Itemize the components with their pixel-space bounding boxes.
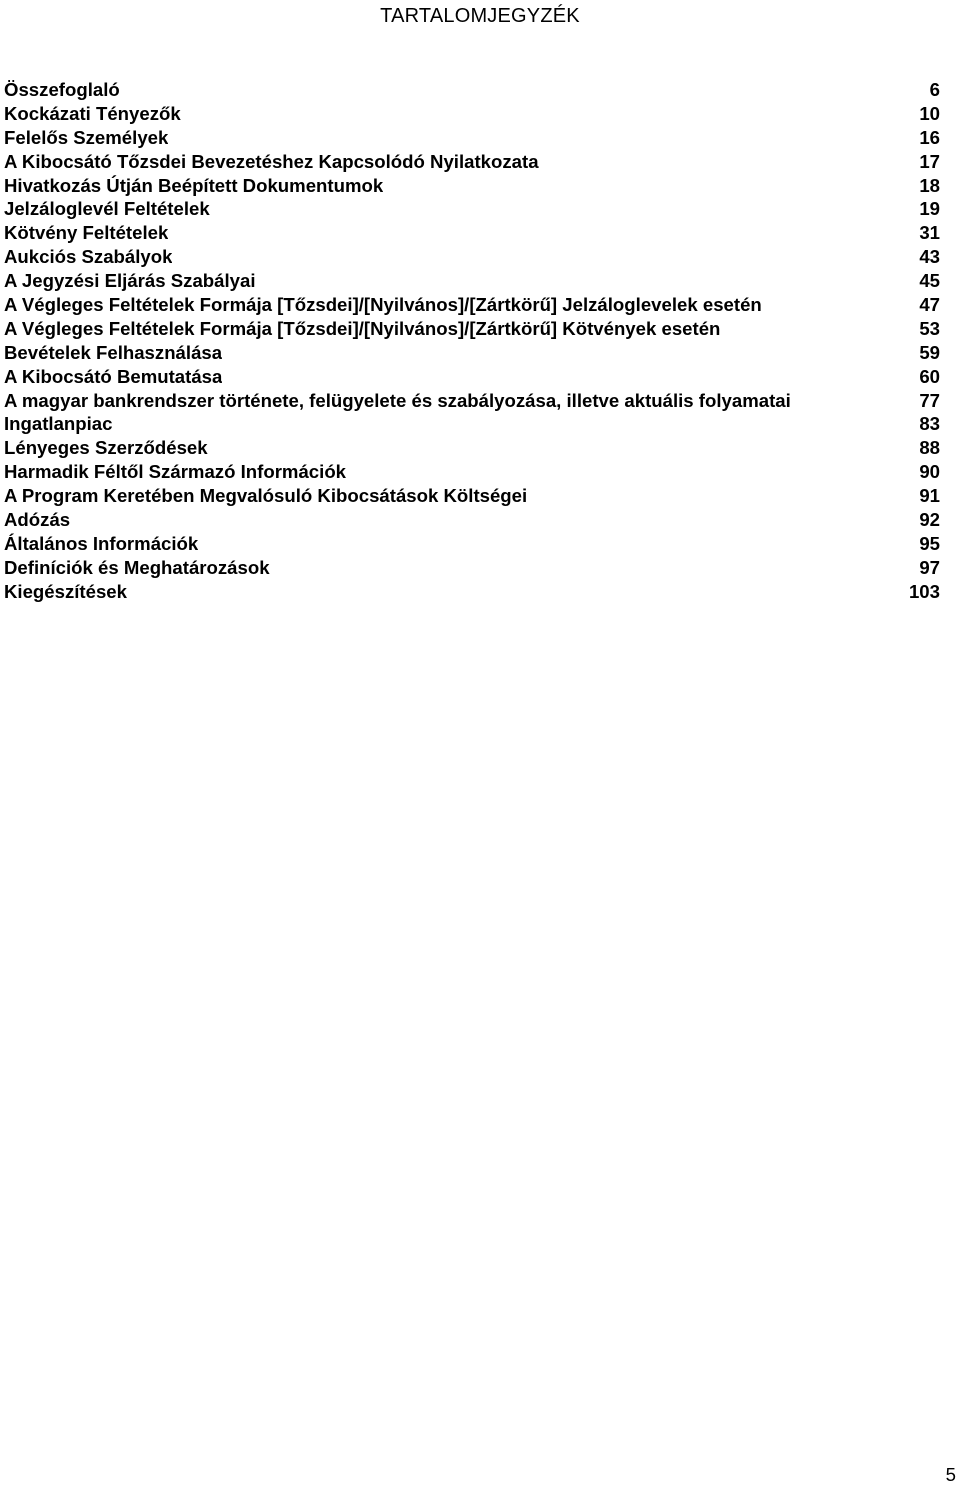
toc-entry-page: 45 — [919, 270, 940, 292]
toc-entry-page: 91 — [919, 485, 940, 507]
page-title: TARTALOMJEGYZÉK — [380, 5, 580, 27]
toc-entry-page: 43 — [919, 246, 940, 268]
toc-entry-page: 17 — [919, 150, 940, 172]
toc-entry-title: Kötvény Feltételek — [4, 222, 169, 244]
toc-entry[interactable] — [4, 269, 940, 293]
toc-entry[interactable] — [4, 197, 940, 221]
toc-entry[interactable] — [4, 532, 940, 556]
toc-entry[interactable] — [4, 460, 940, 484]
toc-entry[interactable] — [4, 389, 940, 413]
toc-entry-title: Összefoglaló — [4, 79, 120, 100]
toc-entry-page: 53 — [919, 317, 940, 339]
toc-entry[interactable] — [4, 221, 940, 245]
toc-entry-title: A Végleges Feltételek Formája [Tőzsdei]/[Nyilvános]/[Zártkörű] Kötvények esetén — [4, 317, 721, 339]
toc-entry-title: A magyar bankrendszer története, felügyelete és szabályozása, illetve aktuális folyamatai — [4, 389, 791, 411]
toc-entry-page: 10 — [919, 102, 940, 124]
toc-entry[interactable] — [4, 484, 940, 508]
page-number: 5 — [945, 1464, 956, 1485]
toc-entry-page: 16 — [919, 126, 940, 148]
toc-entry-title: Lényeges Szerződések — [4, 437, 208, 459]
toc-entry[interactable] — [4, 412, 940, 436]
toc-entry-page: 19 — [919, 198, 940, 220]
toc-entry[interactable] — [4, 126, 940, 150]
toc-entry-page: 95 — [919, 532, 940, 554]
toc-entry-page: 18 — [919, 174, 940, 196]
toc-entry-title: Definíciók és Meghatározások — [4, 556, 270, 578]
toc-entry-title: Adózás — [4, 509, 71, 531]
toc-entry-page: 6 — [929, 79, 940, 100]
toc-entry-page: 31 — [919, 222, 940, 244]
toc-entry-page: 77 — [919, 389, 940, 411]
toc-entry-page: 83 — [919, 413, 940, 435]
toc-entry-page: 97 — [919, 556, 940, 578]
toc-entry-page: 47 — [919, 294, 940, 316]
toc-entry[interactable] — [4, 245, 940, 269]
toc-entry[interactable] — [4, 78, 940, 102]
toc-entry-title: A Kibocsátó Bemutatása — [4, 365, 223, 387]
toc-entry-title: A Kibocsátó Tőzsdei Bevezetéshez Kapcsolódó Nyilatkozata — [4, 150, 539, 172]
toc-entry-page: 59 — [919, 341, 940, 363]
toc-entry-page: 92 — [919, 509, 940, 531]
toc-entry[interactable] — [4, 174, 940, 198]
toc-entry[interactable] — [4, 102, 940, 126]
toc-entry-title: A Jegyzési Eljárás Szabályai — [4, 270, 256, 292]
toc-entry-page: 88 — [919, 437, 940, 459]
toc-entry-page: 60 — [919, 365, 940, 387]
toc-entry-title: A Végleges Feltételek Formája [Tőzsdei]/[Nyilvános]/[Zártkörű] Jelzáloglevelek esetén — [4, 294, 762, 316]
toc-entry[interactable] — [4, 580, 940, 604]
toc-entry-page: 90 — [919, 461, 940, 483]
toc-entry[interactable] — [4, 293, 940, 317]
toc-entry-title: Hivatkozás Útján Beépített Dokumentumok — [4, 174, 384, 196]
toc-entry-title: Felelős Személyek — [4, 126, 169, 148]
table-of-contents — [4, 78, 940, 604]
toc-entry-title: Kockázati Tényezők — [4, 102, 181, 124]
toc-entry-title: Kiegészítések — [4, 580, 127, 602]
toc-entry[interactable] — [4, 556, 940, 580]
toc-entry[interactable] — [4, 436, 940, 460]
toc-entry[interactable] — [4, 341, 940, 365]
toc-entry-title: Aukciós Szabályok — [4, 246, 173, 268]
toc-entry-title: Általános Információk — [4, 532, 199, 554]
toc-entry-title: Bevételek Felhasználása — [4, 341, 223, 363]
toc-entry[interactable] — [4, 508, 940, 532]
toc-entry[interactable] — [4, 365, 940, 389]
toc-entry[interactable] — [4, 317, 940, 341]
toc-entry[interactable] — [4, 150, 940, 174]
toc-entry-title: Harmadik Féltől Származó Információk — [4, 461, 347, 483]
toc-entry-page: 103 — [908, 580, 940, 602]
toc-entry-title: A Program Keretében Megvalósuló Kibocsátások Költségei — [4, 485, 528, 507]
toc-entry-title: Jelzáloglevél Feltételek — [4, 198, 210, 220]
toc-entry-title: Ingatlanpiac — [4, 413, 113, 435]
